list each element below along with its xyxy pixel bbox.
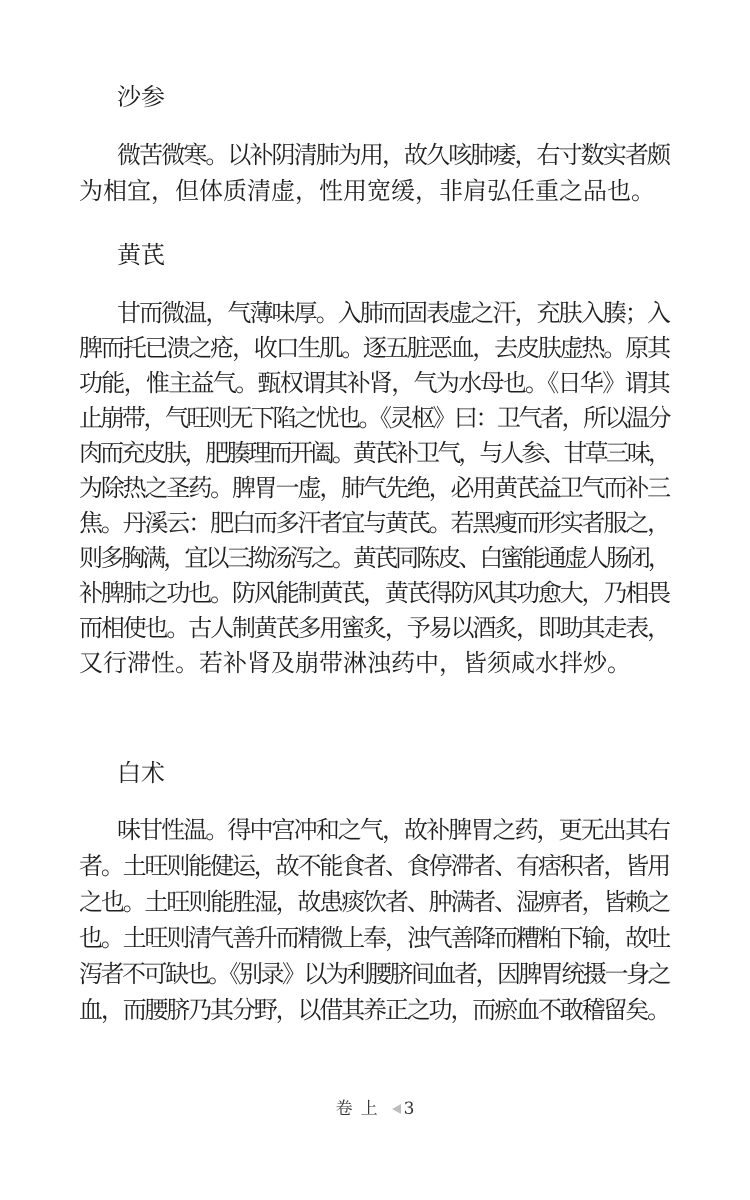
section-heading-baizhu: 白术 [117,759,165,787]
page-marker-triangle-icon [392,1104,401,1114]
page-footer [0,1098,750,1120]
paragraph-line: 又行滞性。若补肾及崩带淋浊药中，皆须咸水拌炒。 [79,649,631,677]
section-heading-huangqi: 黄芪 [117,241,165,269]
paragraph-line: 则多胸满，宜以三拗汤泻之。黄芪同陈皮、白蜜能通虚人肠闭， [79,544,669,572]
section-heading-shashen: 沙参 [117,83,165,111]
paragraph-line: 甘而微温，气薄味厚。入肺而固表虚之汗，充肤入腠；入 [117,299,669,327]
paragraph-line: 肉而充皮肤，肥腠理而开阖。黄芪补卫气，与人参、甘草三味， [79,439,669,467]
paragraph-line: 味甘性温。得中宫冲和之气，故补脾胃之药，更无出其右 [117,816,669,844]
paragraph-line: 者。土旺则能健运，故不能食者、食停滞者、有痞积者，皆用 [79,852,669,880]
volume-label: 卷上 [335,1099,386,1119]
paragraph-line: 之也。土旺则能胜湿，故患痰饮者、肿满者、湿痹者，皆赖之 [79,888,669,916]
paragraph-line: 也。土旺则清气善升而精微上奉，浊气善降而糟粕下输，故吐 [79,924,669,952]
paragraph-line: 血，而腰脐乃其分野，以借其养正之功，而瘀血不敢稽留矣。 [79,996,669,1024]
paragraph-line: 为除热之圣药。脾胃一虚，肺气先绝，必用黄芪益卫气而补三 [79,474,669,502]
paragraph-line: 而相使也。古人制黄芪多用蜜炙，予易以酒炙，即助其走表， [79,614,669,642]
paragraph-line: 止崩带，气旺则无下陷之忧也。《灵枢》曰：卫气者，所以温分 [79,404,669,432]
paragraph-line: 功能，惟主益气。甄权谓其补肾，气为水母也。《日华》谓其 [79,369,670,397]
page-number: 3 [403,1099,415,1119]
paragraph-line: 补脾肺之功也。防风能制黄芪，黄芪得防风其功愈大，乃相畏 [79,579,669,607]
paragraph-line: 为相宜，但体质清虚，性用宽缓，非肩弘任重之品也。 [79,177,655,205]
paragraph-line: 脾而托已溃之疮，收口生肌。逐五脏恶血，去皮肤虚热。原其 [79,334,669,362]
paragraph-line: 泻者不可缺也。《别录》以为利腰脐间血者，因脾胃统摄一身之 [79,960,669,988]
paragraph-line: 微苦微寒。以补阴清肺为用，故久咳肺痿，右寸数实者颇 [117,141,669,169]
paragraph-line: 焦。丹溪云：肥白而多汗者宜与黄芪。若黑瘦而形实者服之， [79,509,669,537]
